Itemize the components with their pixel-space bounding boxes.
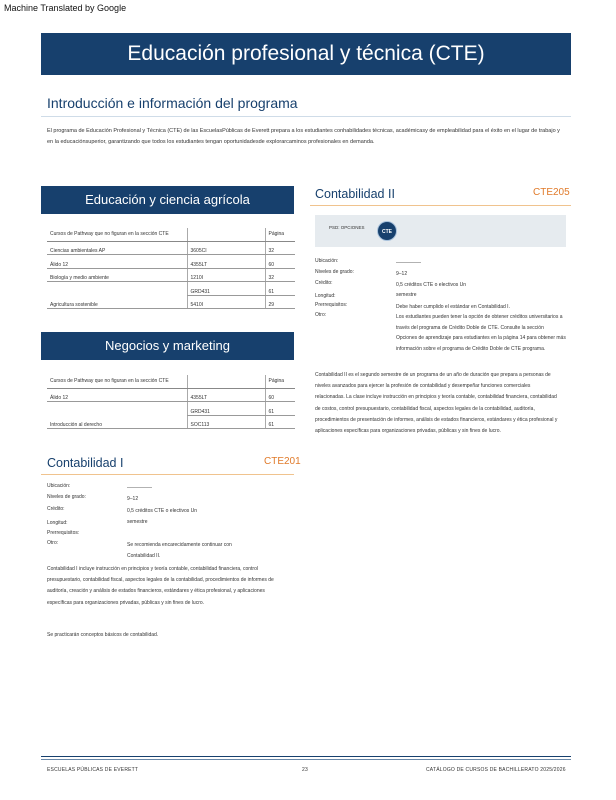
table-row — [47, 402, 295, 416]
course-name — [47, 282, 187, 296]
course-page: 32 — [265, 268, 295, 282]
field-value: 9–12 — [396, 271, 408, 277]
section-agri-title: Educación y ciencia agrícola — [41, 186, 294, 214]
table-row — [47, 255, 295, 269]
field-label: Niveles de grado: — [315, 269, 354, 275]
header-page: Página — [265, 228, 295, 241]
course-name: Introducción al derecho — [47, 415, 187, 429]
field-label: Longitud: — [47, 520, 68, 526]
options-label: PSD: OPCIONES — [329, 225, 365, 230]
field-label: Otro: — [47, 540, 59, 546]
field-label: Otro: — [315, 312, 327, 318]
course-name: Álido 12 — [47, 388, 187, 402]
field-label: Ubicación: — [315, 258, 339, 264]
table-header-row — [47, 375, 295, 388]
course-name — [47, 402, 187, 416]
agri-table — [47, 228, 295, 309]
field-value: Debe haber cumplido el estándar en Contabilidad I. — [396, 304, 510, 310]
table-row — [47, 241, 295, 255]
course-page: 61 — [265, 415, 295, 429]
field-value: Se recomienda encarecidamente continuar con Contabilidad II. — [127, 542, 232, 559]
footer-rule — [41, 756, 571, 757]
course-divider — [310, 205, 571, 206]
course-code: 3605CI — [187, 241, 265, 255]
machine-translated-note: Machine Translated by Google — [4, 3, 127, 13]
course-page: 29 — [265, 295, 295, 309]
course-page: 61 — [265, 402, 295, 416]
course-code: GRD431 — [187, 282, 265, 296]
course-page: 32 — [265, 241, 295, 255]
field-value: semestre — [396, 292, 417, 298]
course-code-acc2: CTE205 — [533, 187, 570, 198]
table-row — [47, 282, 295, 296]
course-code: 5410I — [187, 295, 265, 309]
intro-divider — [41, 116, 571, 117]
header-course: Cursos de Pathway que no figuran en la sección CTE — [47, 228, 187, 241]
field-label: Prerrequisitos: — [315, 302, 348, 308]
field-label: Crédito: — [315, 280, 333, 286]
field-label: Niveles de grado: — [47, 494, 86, 500]
field-label: Crédito: — [47, 506, 65, 512]
cte-logo-icon: CTE — [377, 221, 397, 241]
acc1-description: Contabilidad I incluye instrucción en principios y teoría contable, contabilidad financiera, control presupuestario, contabilidad fiscal, aspectos legales de la contabilidad, procedimientos de informes de auditoría, creación y análisis de estados financieros, estándares y ética profesional, y aplicaciones específicas para organizaciones privadas, públicas y sin fines de lucro. — [47, 566, 274, 606]
course-divider — [41, 474, 294, 475]
footer-page-number: 23 — [302, 767, 308, 773]
footer-rule — [41, 759, 571, 760]
table-row — [47, 295, 295, 309]
course-code: GRD431 — [187, 402, 265, 416]
options-box — [315, 215, 566, 247]
footer-school: ESCUELAS PÚBLICAS DE EVERETT — [47, 767, 139, 773]
header-code — [187, 375, 265, 388]
course-name: Ciencias ambientales AP — [47, 241, 187, 255]
field-value: ————— — [396, 260, 421, 266]
section-business-title: Negocios y marketing — [41, 332, 294, 360]
course-code: 4355LT — [187, 255, 265, 269]
course-code: SOC113 — [187, 415, 265, 429]
intro-text: El programa de Educación Profesional y Técnica (CTE) de las EscuelasPúblicas de Everett prepara a los estudiantes conhabilidades técnicas, académicasy de empleabilidad para el éxito en el lugar de trabajo y en la educaciónsuperior, garantizando que todos los estudiantes tengan oportunidadesde explorarcaminos profesionales en demanda. — [47, 128, 560, 145]
course-name: Biología y medio ambiente — [47, 268, 187, 282]
course-page: 60 — [265, 388, 295, 402]
field-value: 0,5 créditos CTE o electivos Un — [127, 508, 198, 514]
field-value: Los estudiantes pueden tener la opción de obtener créditos universitarios a través del programa de Crédito Doble de CTE. Consulte la sección Opciones de aprendizaje para estudiantes en la página 14 para obtener más información sobre el programa de Crédito Doble de CTE programa. — [396, 314, 566, 352]
field-value: semestre — [127, 519, 148, 525]
field-label: Longitud: — [315, 293, 336, 299]
course-title-acc1: Contabilidad I — [47, 456, 124, 470]
header-page: Página — [265, 375, 295, 388]
page-banner: Educación profesional y técnica (CTE) — [41, 33, 571, 75]
intro-title: Introducción e información del programa — [47, 95, 298, 111]
course-code: 1210I — [187, 268, 265, 282]
table-header-row — [47, 228, 295, 241]
course-name: Álido 12 — [47, 255, 187, 269]
header-course: Cursos de Pathway que no figuran en la sección CTE — [47, 375, 187, 388]
header-code — [187, 228, 265, 241]
field-label: Prerrequisitos: — [47, 530, 80, 536]
course-name: Agricultura sostenible — [47, 295, 187, 309]
field-value: ————— — [127, 485, 152, 491]
field-value: 9–12 — [127, 496, 139, 502]
course-title-acc2: Contabilidad II — [315, 187, 395, 201]
acc2-description: Contabilidad II es el segundo semestre de un programa de un año de duración que prepara a personas de niveles avanzados para ejercer la profesión de contabilidad y desempeñar funciones comerciales relacionadas. La clase incluye instrucción en principios y teoría contable, contabilidad financiera, contabilidad de costos, control presupuestario, contabilidad fiscal, aspectos legales de la contabilidad, auditoría, procedimientos de presentación de informes, análisis de estados financieros, estándares y ética profesional y aplicaciones específicas para organizaciones privadas, públicas y sin fines de lucro. — [315, 372, 558, 435]
table-row — [47, 268, 295, 282]
acc1-note: Se practicarán conceptos básicos de contabilidad. — [47, 632, 159, 638]
course-code-acc1: CTE201 — [264, 456, 301, 467]
course-page: 60 — [265, 255, 295, 269]
business-table — [47, 375, 295, 429]
footer-catalog: CATÁLOGO DE CURSOS DE BACHILLERATO 2025/2026 — [426, 767, 566, 773]
field-value: 0,5 créditos CTE o electivos Un — [396, 282, 467, 288]
table-row — [47, 415, 295, 429]
course-page: 61 — [265, 282, 295, 296]
table-row — [47, 388, 295, 402]
field-label: Ubicación: — [47, 483, 71, 489]
course-code: 4355LT — [187, 388, 265, 402]
